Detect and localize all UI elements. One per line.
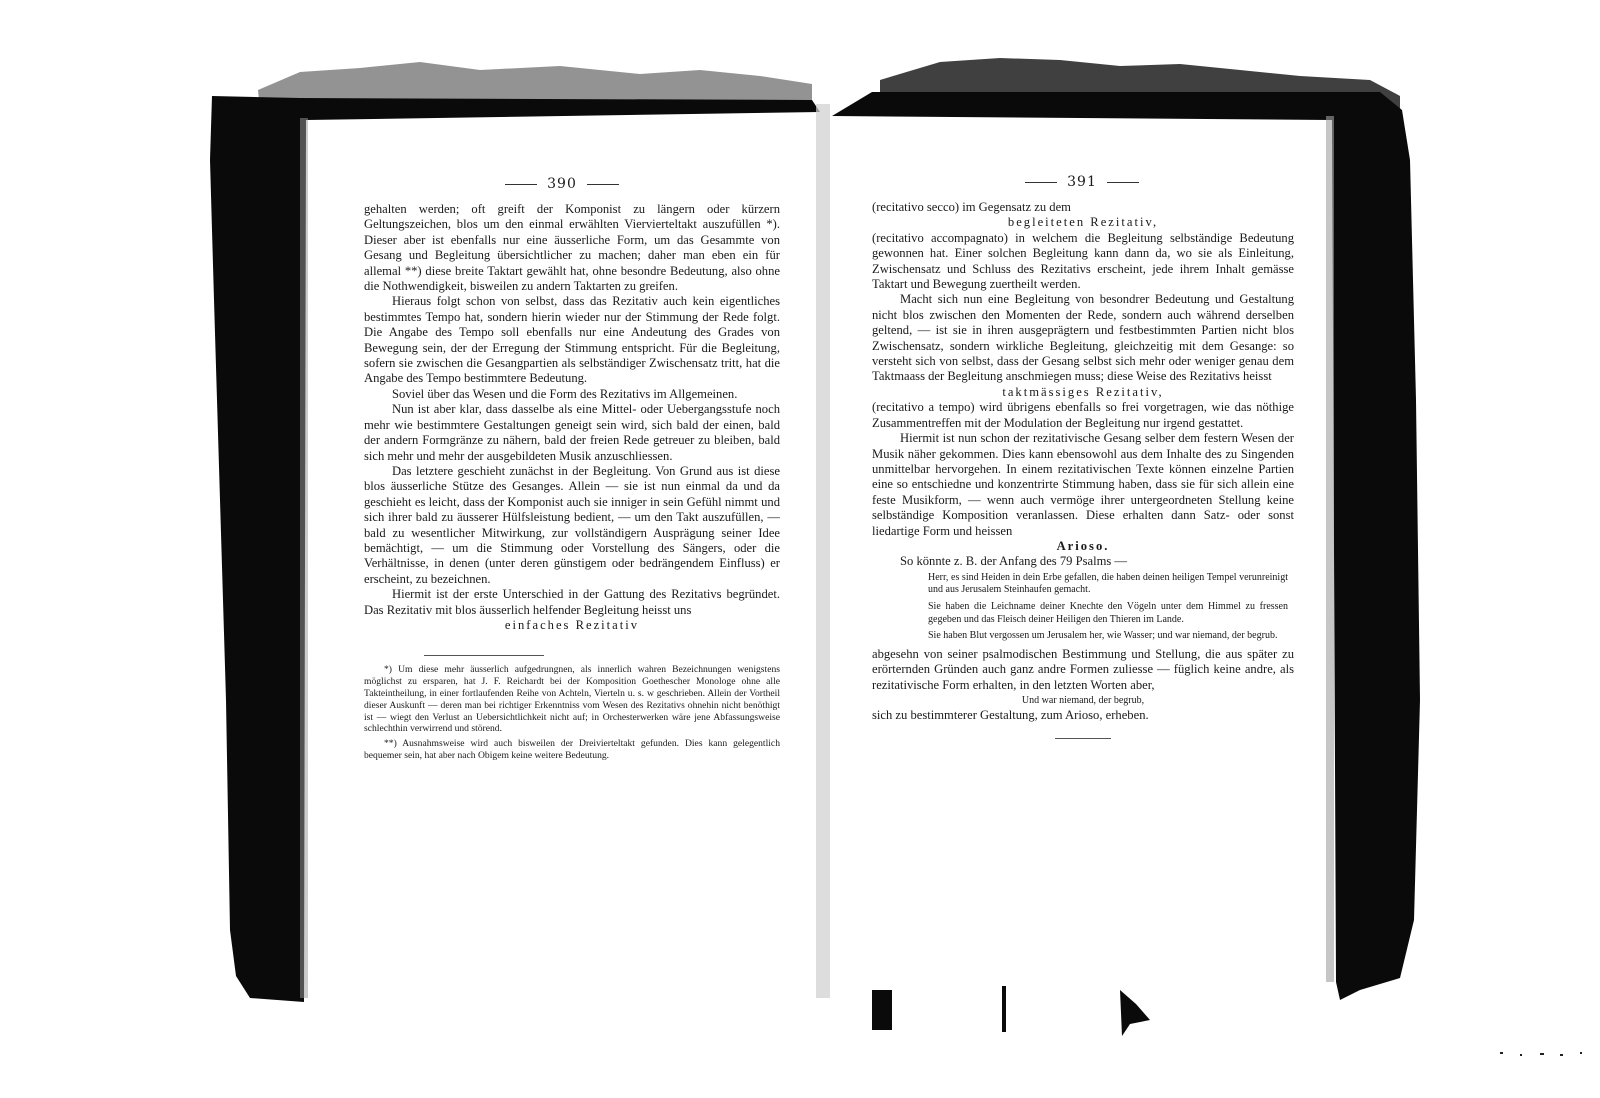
right-paragraph-6: abgesehn von seiner psalmodischen Bestimmung und Stellung, die aus später zu erörternden Gründen auch ganz andre Formen zuliesse — füglich keine andre, als rezitativische Form erhalten, in den letzten Worten aber, [872, 646, 1294, 692]
footnotes [364, 664, 780, 761]
right-paragraph-7: sich zu bestimmterer Gestaltung, zum Arioso, erheben. [872, 708, 1149, 723]
right-paragraph-4: Hiermit ist nun schon der rezitativische Gesang selber dem festern Wesen der Musik näher gekommen. Dies kann ebensowohl aus dem Inhalte des zu Singenden unmittelbar hervorgehen. In einem rezitativischen Texte können einzelne Partien eine so entschiedne und konzentrirte Stimmung haben, dass sie für sich allein eine feste Musikform, — wenn auch vermöge ihrer untergeordneten Stellung keine selbständige Komposition veranlassen. Diese erhalten dann Satz- oder sonst liedartige Form und heissen [872, 431, 1294, 538]
page-number-dash [1107, 182, 1139, 183]
left-paragraph-5: Das letztere geschieht zunächst in der Begleitung. Von Grund aus ist diese blos äusserliche Stütze des Gesanges. Allein — sie ist nun einmal da und da geschieht es leicht, dass der Komponist auch sie inniger in sein Gefühl nimmt und sich ihrer bald zu äusserer Hülfsleistung bedient, — um den Takt auszufüllen, — bald zu wesentlicher Mitwirkung, zur vollständigern Ausprägung seiner Idee bemächtigt, — um die Stimmung oder Vorstellung des Sängers, oder die Verhältnisse, in denen (unter deren günstigem oder bedrängendem Einfluss) er erscheint, zu bezeichnen. [364, 463, 780, 586]
end-rule [1055, 738, 1111, 739]
left-paragraph-4: Nun ist aber klar, dass dasselbe als eine Mittel- oder Uebergangsstufe noch mehr wie bestimmtere Gestaltungen geneigt sein wird, sich bald der einen, bald der andern Formgränze zu nähern, bald der freien Rede getreuer zu bleiben, bald sich mehr und mehr der ausgebildeten Musik anzuschliessen. [364, 402, 780, 463]
bottom-tab-2 [1002, 986, 1006, 1032]
footnote-2: **) Ausnahmsweise wird auch bisweilen der Dreivierteltakt gefunden. Dies kann gelegentlich bequemer sein, hat aber nach Obigem keine weitere Bedeutung. [364, 738, 780, 761]
left-paragraph-6: Hiermit ist der erste Unterschied in der Gattung des Rezitativs begründet. Das Rezitativ mit blos äusserlich helfender Begleitung heisst uns [364, 587, 780, 617]
page-number-dash [1025, 182, 1057, 183]
left-section-heading: einfaches Rezitativ [504, 617, 640, 632]
right-heading-2: taktmässiges Rezitativ, [1002, 384, 1164, 399]
right-heading-3: Arioso. [1056, 538, 1110, 553]
page-number-left-value: 390 [547, 176, 577, 192]
left-paragraph-3: Soviel über das Wesen und die Form des Rezitativs im Allgemeinen. [392, 386, 738, 401]
bottom-tab-1 [872, 990, 892, 1030]
page-number-dash [505, 184, 537, 185]
left-paragraph-2: Hieraus folgt schon von selbst, dass das Rezitativ auch kein eigentliches bestimmtes Tempo hat, sondern hierin wieder nur der Stimmung der Rede folgt. Die Angabe des Tempo soll ebenfalls nur eine Andeutung des Grades von Bewegung sein, der der Erregung der Stimmung entspricht. Für die Begleitung, sofern sie zwischen die Gesangpartien als selbständiger Zwischensatz tritt, hat die Angabe des Tempo bestimmtere Bedeutung. [364, 294, 780, 386]
psalm-verse-3: Sie haben Blut vergossen um Jerusalem her, wie Wasser; und war niemand, der begrub. [928, 630, 1278, 642]
page-number-left [306, 176, 818, 192]
left-page-body [364, 202, 780, 762]
footnote-rule [424, 655, 544, 656]
right-page-body [872, 200, 1294, 739]
page-number-dash [587, 184, 619, 185]
right-page [832, 118, 1332, 978]
footnote-1: *) Um diese mehr äusserlich aufgedrungnen, als innerlich wahren Bezeichnungen wenigstens möglichst zu ersparen, hat J. F. Reichardt bei der Komposition Goethescher Monologe ohne alle Takteintheilung, in einer fortlaufenden Reihe von Achteln, Vierteln u. s. w geschrieben. Allein der Vortheil dieser Auskunft — deren man bei richtiger Erkenntniss vom Wesen des Rezitativs ohnehin nicht benöthigt ist — wiegt den Verlust an Uebersichtlichkeit nicht auf; in Orchesterwerken wäre jene Abfassungsweise schlechthin verwirrend und störend. [364, 664, 780, 735]
right-line-1: (recitativo secco) im Gegensatz zu dem [872, 200, 1071, 214]
right-paragraph-3: (recitativo a tempo) wird übrigens ebenfalls so frei vorgetragen, wie das nöthige Zusammentreffen mit der Modulation der Begleitung nur irgend gestattet. [872, 400, 1294, 430]
right-paragraph-2: Macht sich nun eine Begleitung von besondrer Bedeutung und Gestaltung nicht blos zwischen den Momenten der Rede, sondern auch während derselben geltend, — ist sie in ihren ausgeprägtern und festbestimmten Partien nicht blos Zwischensatz, sondern wirkliche Begleitung, gleichzeitig mit dem Gesange: so versteht sich von selbst, dass der Gesang selbst sich mehr oder weniger genau dem Taktmaass der Begleitung anschmiegen muss; diese Weise des Rezitativs heisst [872, 292, 1294, 384]
left-page [306, 120, 818, 1000]
right-paragraph-5: So könnte z. B. der Anfang des 79 Psalms — [900, 554, 1128, 569]
page-number-right-value: 391 [1067, 174, 1097, 190]
psalm-quote [928, 572, 1288, 643]
speckles [1500, 1052, 1582, 1056]
psalm-verse-1: Herr, es sind Heiden in dein Erbe gefallen, die haben deinen heiligen Tempel verunreinigt und aus Jerusalem Steinhaufen gemacht. [928, 571, 1288, 596]
right-heading-1: begleiteten Rezitativ, [1007, 215, 1159, 230]
psalm-quote-line: Und war niemand, der begrub, [1021, 694, 1145, 706]
psalm-verse-2: Sie haben die Leichname deiner Knechte den Vögeln unter dem Himmel zu fressen gegeben und das Fleisch deiner Heiligen den Thieren im Lande. [928, 600, 1288, 625]
bottom-tab-3 [1120, 990, 1150, 1036]
right-paragraph-1: (recitativo accompagnato) in welchem die Begleitung selbständige Bedeutung gewonnen hat. Einer solchen Begleitung kann dann da, wo sie als Einleitung, Zwischensatz und Schluss des Rezitativs erscheint, jede ihrem Inhalt gemässe Taktart und Bewegung zuertheilt werden. [872, 230, 1294, 292]
gutter [816, 104, 830, 998]
left-paragraph-1: gehalten werden; oft greift der Komponist zu längern oder kürzern Geltungszeichen, blos um den einmal erwählten Viervierteltakt auszufüllen *). Dieser aber ist ebenfalls nur eine äusserliche Form, um das Gesammte von Gesang und Begleitung übersichtlicher zu machen; daher man eben ein für allemal **) diese breite Taktart gewählt hat, ohne besondre Bedeutung, also ohne die Nothwendigkeit, bisweilen zu andern Taktarten zu greifen. [364, 202, 780, 294]
page-number-right [832, 174, 1332, 190]
